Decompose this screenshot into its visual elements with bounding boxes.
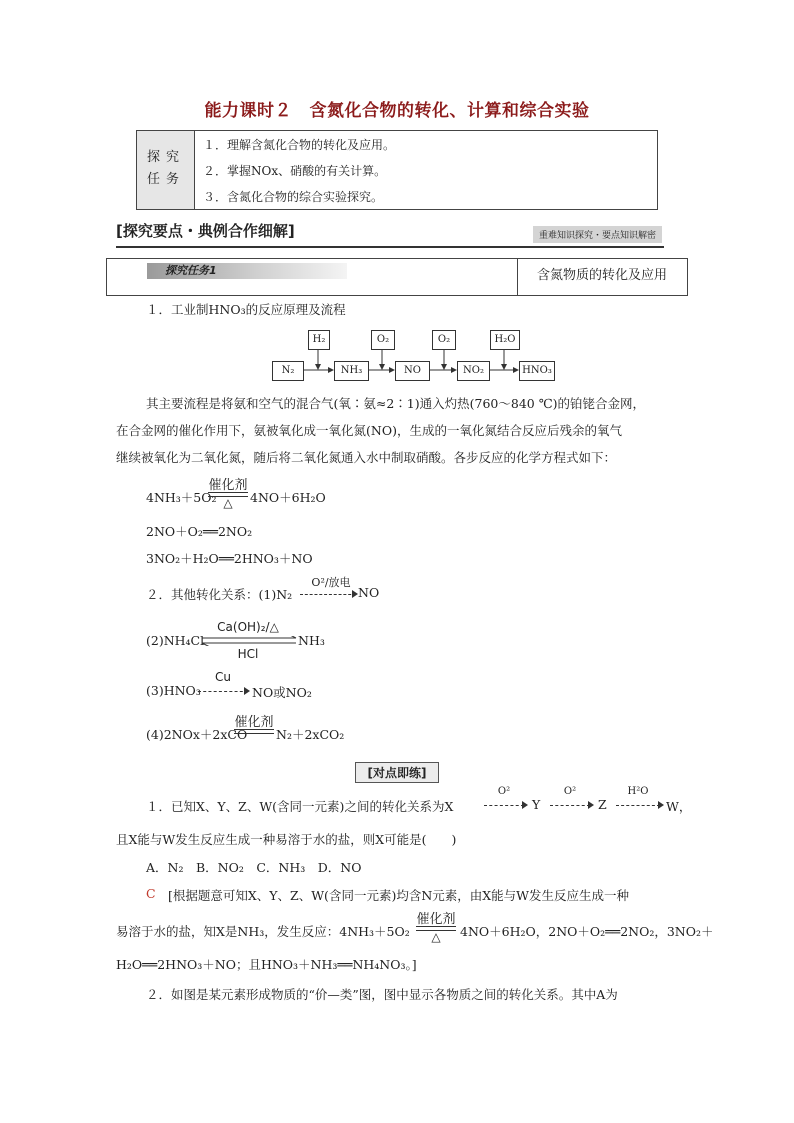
task-badge: 探究任务1	[147, 263, 347, 279]
q1-z: Z	[598, 797, 607, 812]
flow-node-nh3: NH₃	[334, 361, 369, 381]
c3-reactant: (3)HNO₃	[146, 683, 201, 698]
q1-cond1: O²	[497, 786, 511, 797]
c2-bottom-condition: HCl	[237, 647, 259, 661]
eq1-products: 4NO＋6H₂O	[250, 490, 326, 505]
flow-reagent-o2-1: O₂	[371, 330, 395, 350]
q1-answer-letter: C	[146, 886, 156, 901]
page-title: 能力课时２ 含氮化合物的转化、计算和综合实验	[204, 101, 590, 121]
c3-product: NO或NO₂	[252, 685, 312, 700]
flow-reagent-o2-2: O₂	[432, 330, 456, 350]
q2-line1: ２．如图是某元素形成物质的“价—类”图，图中显示各物质之间的转化关系。其中A为	[146, 987, 618, 1002]
q1-arrow2	[550, 805, 590, 806]
q1-explain-line3: H₂O══2HNO₃＋NO；且HNO₃＋NH₃══NH₄NO₃。]	[116, 957, 417, 972]
flow-reagent-h2: H₂	[308, 330, 330, 350]
eq2: 2NO＋O₂══2NO₂	[146, 524, 253, 539]
eq1-catalyst: 催化剂	[208, 478, 248, 493]
goal-item-3: ３．含氮化合物的综合实验探究。	[203, 190, 384, 204]
q1-arrowhead3	[658, 801, 664, 809]
eq1-reactants: 4NH₃＋5O₂	[146, 490, 217, 505]
q1-explain-line2-suffix: 4NO＋6H₂O，2NO＋O₂══2NO₂，3NO₂＋	[460, 924, 714, 939]
section-tag: 重难知识探究・要点知识解密	[533, 226, 662, 243]
c4-reactants: (4)2NOx＋2xCO	[146, 727, 248, 742]
q1-explain-catalyst: 催化剂	[416, 912, 456, 927]
c2-product: NH₃	[298, 633, 325, 648]
q1-explain-line1: [根据题意可知X、Y、Z、W(含同一元素)均含N元素，由X能与W发生反应生成一种	[168, 888, 629, 903]
learning-goals-box	[136, 130, 658, 210]
goals-head-line1: 探究	[147, 150, 186, 165]
q1-arrowhead2	[588, 801, 594, 809]
process-paragraph-line3: 继续被氧化为二氧化氮，随后将二氧化氮通入水中制取硝酸。各步反应的化学方程式如下：	[116, 450, 617, 465]
task-box	[106, 258, 688, 296]
q1-line1-prefix: １．已知X、Y、Z、W(含同一元素)之间的转化关系为X	[146, 799, 454, 814]
eq1-heat: △	[223, 496, 233, 510]
q1-y: Y	[532, 797, 541, 812]
q1-arrow3	[616, 805, 660, 806]
c3-arrow	[198, 691, 248, 692]
c4-equals	[234, 729, 274, 734]
q1-cond2: O²	[563, 786, 577, 797]
heading-hno3-process: １．工业制HNO₃的反应原理及流程	[146, 302, 346, 317]
task-title: 含氮物质的转化及应用	[536, 268, 667, 283]
q1-arrow1	[484, 805, 524, 806]
process-paragraph-line2: 在合金网的催化作用下，氨被氧化成一氧化氮(NO)，生成的一氧化氮结合反应后残余的氧气	[116, 423, 622, 438]
c4-catalyst: 催化剂	[234, 715, 274, 730]
process-paragraph-line1: 其主要流程是将氨和空气的混合气(氧∶氨≈2∶1)通入灼热(760～840 ℃)的铂铑合金网，	[146, 396, 646, 411]
c1-arrow	[300, 594, 356, 595]
section-title: [探究要点・典例合作细解]	[116, 222, 295, 240]
goal-item-2: ２．掌握NOx、硝酸的有关计算。	[203, 164, 387, 178]
goals-head-line2: 任务	[147, 172, 186, 187]
goal-item-1: １．理解含氮化合物的转化及应用。	[203, 138, 396, 152]
heading-other-conversions: ２．其他转化关系：(1)N₂	[146, 587, 293, 602]
q1-line2: 且X能与W发生反应生成一种易溶于水的盐，则X可能是( )	[116, 832, 457, 847]
task-left-cell	[107, 259, 518, 295]
q1-options: A．N₂ B．NO₂ C．NH₃ D．NO	[146, 860, 362, 875]
c2-reactant: (2)NH₄Cl	[146, 633, 205, 648]
q1-arrowhead1	[522, 801, 528, 809]
goals-head	[137, 131, 195, 209]
practice-label-wrap	[0, 762, 794, 783]
flow-node-hno3: HNO₃	[519, 361, 555, 381]
q1-w: W，	[666, 799, 692, 814]
eq3: 3NO₂＋H₂O══2HNO₃＋NO	[146, 551, 313, 566]
q1-explain-line2-prefix: 易溶于水的盐，知X是NH₃，发生反应：4NH₃＋5O₂	[116, 924, 410, 939]
c1-product: NO	[358, 585, 380, 600]
practice-label: [对点即练]	[355, 762, 440, 783]
c2-reversible-arrows	[200, 636, 298, 646]
flow-reagent-h2o: H₂O	[490, 330, 520, 350]
c3-arrowhead	[244, 687, 250, 695]
c3-condition: Cu	[215, 670, 231, 684]
c4-products: N₂＋2xCO₂	[276, 727, 345, 742]
q1-cond3: H²O	[627, 786, 649, 797]
hno3-flow-diagram	[270, 328, 560, 384]
flow-node-no: NO	[395, 361, 430, 381]
flow-node-no2: NO₂	[457, 361, 490, 381]
q1-explain-heat: △	[431, 930, 441, 944]
section-header	[116, 220, 664, 248]
c2-top-condition: Ca(OH)₂/△	[217, 620, 279, 634]
flow-node-n2: N₂	[272, 361, 304, 381]
c1-condition: O²/放电	[311, 576, 351, 589]
